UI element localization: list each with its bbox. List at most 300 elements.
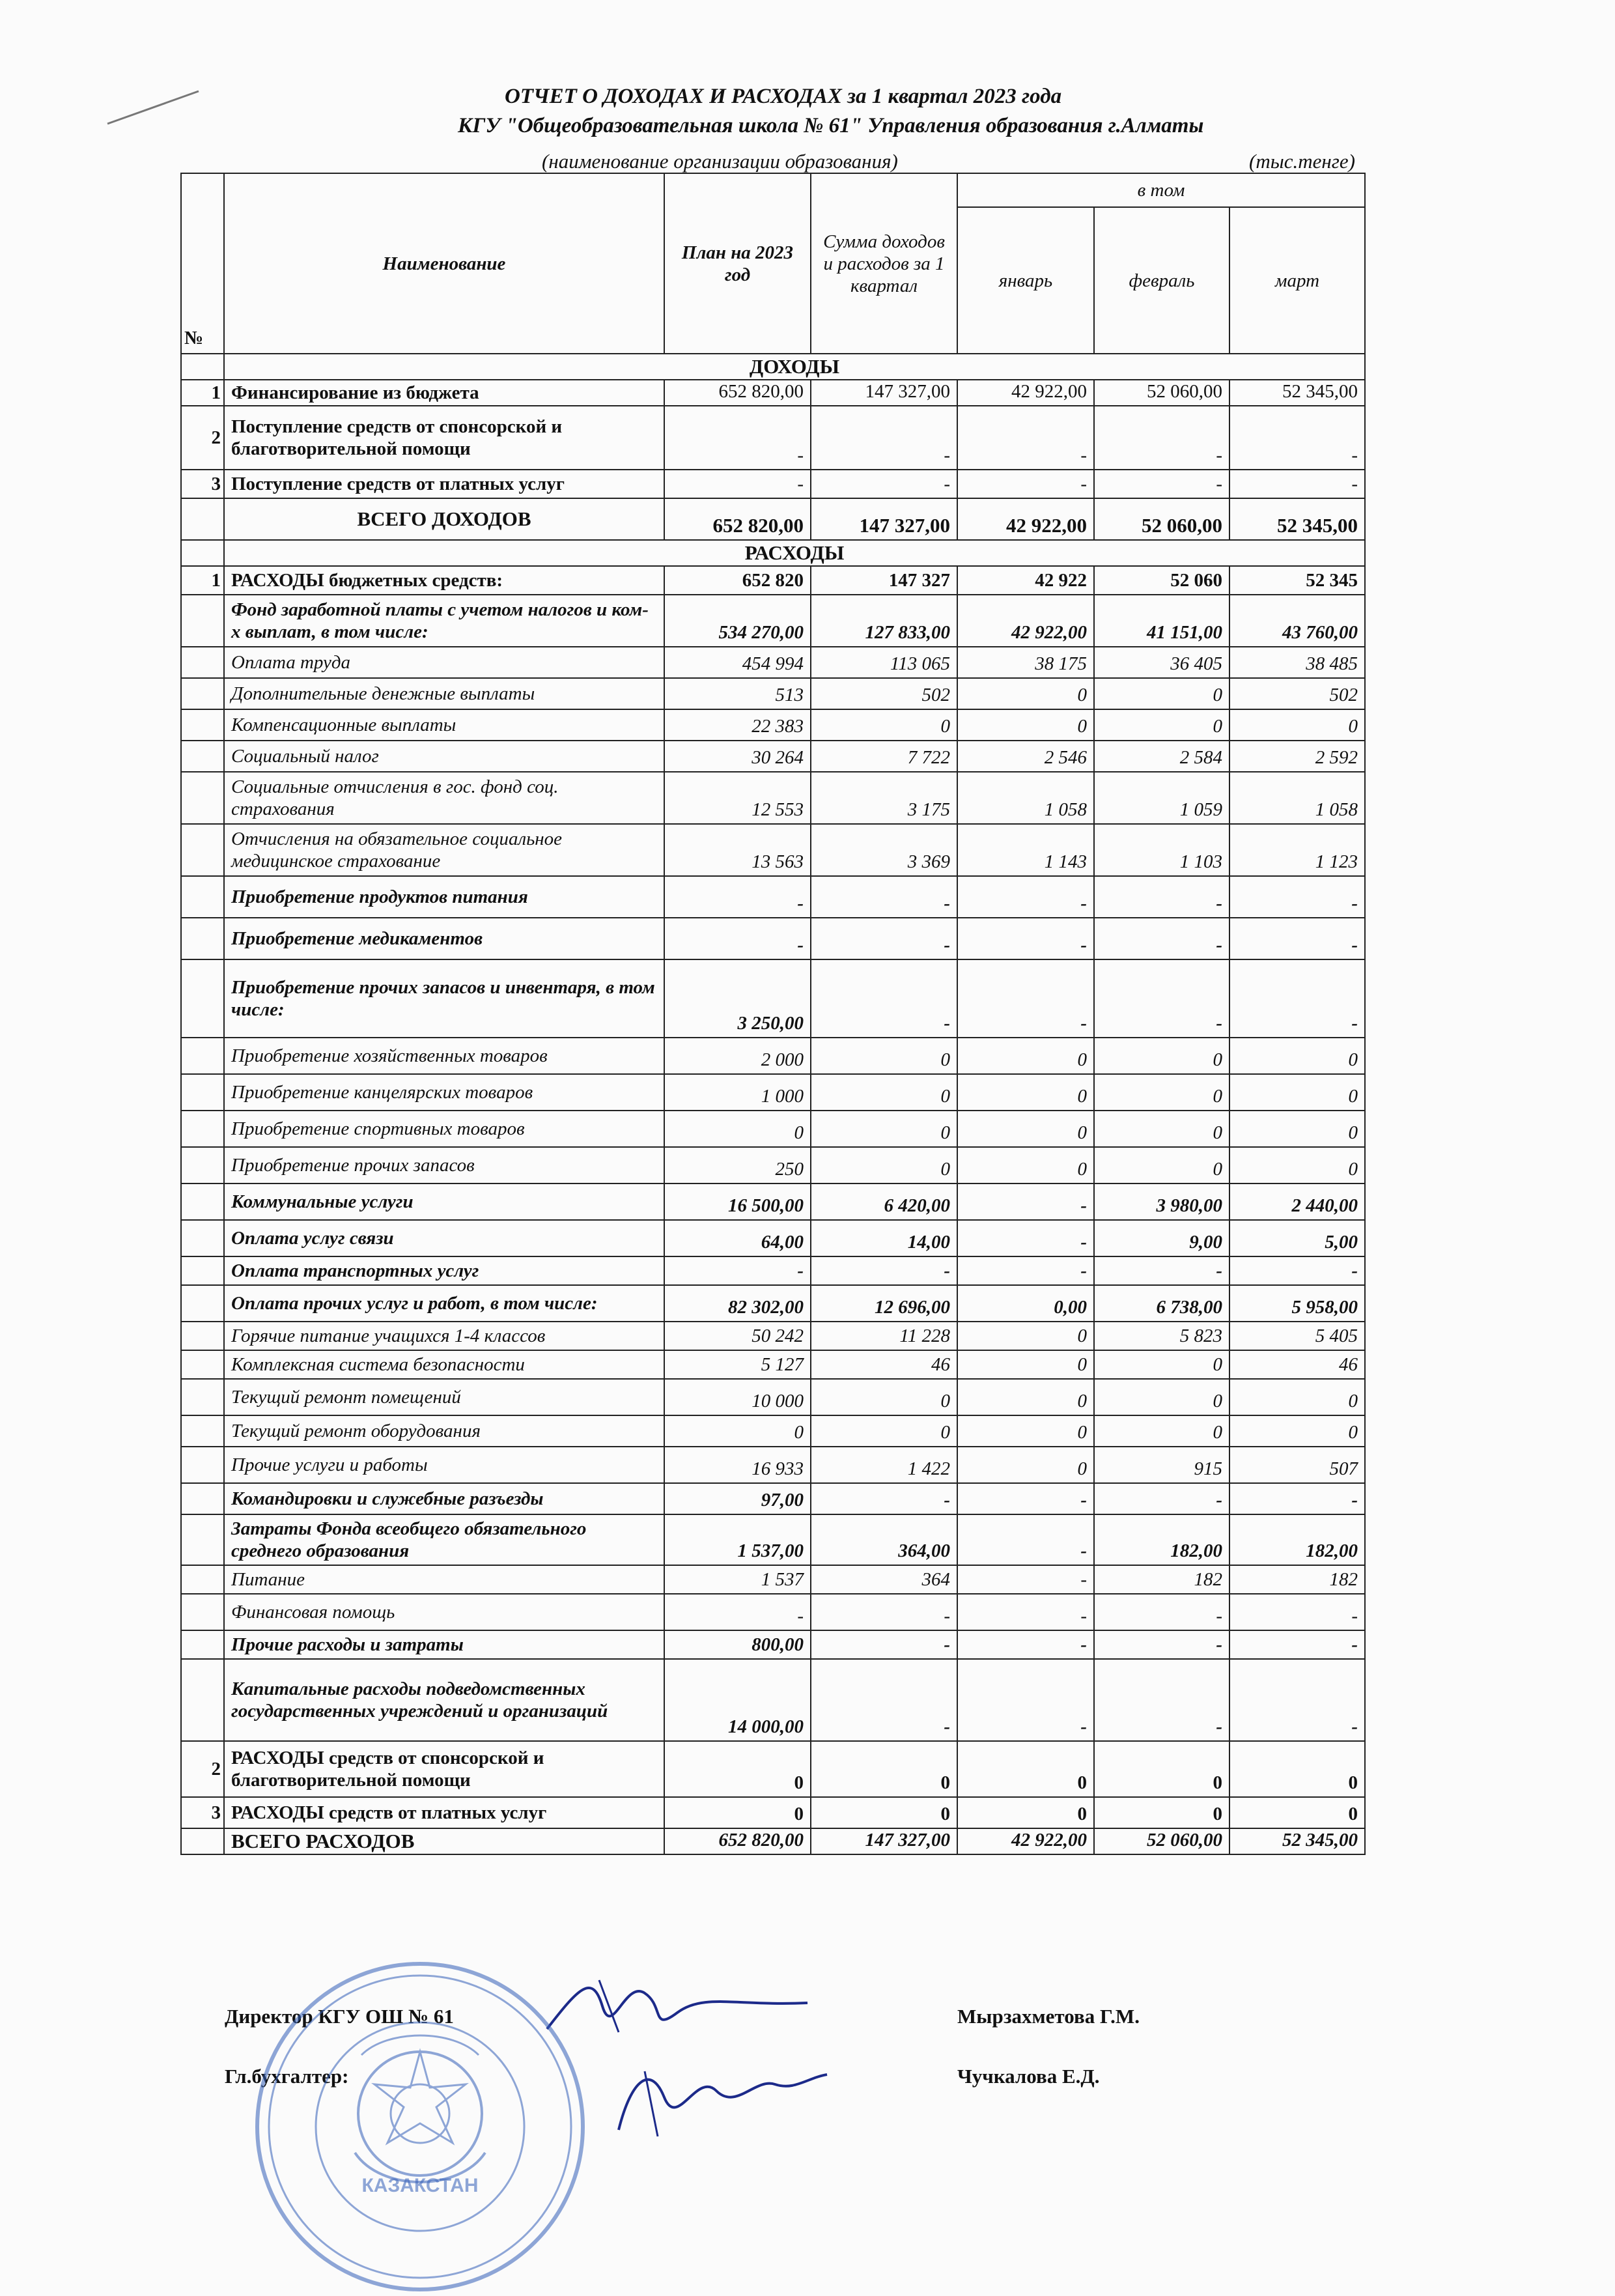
cell-m3: 0 — [1229, 709, 1365, 741]
row-number — [181, 1514, 224, 1565]
cell-m1: 0 — [957, 1741, 1094, 1797]
row-number — [181, 1111, 224, 1147]
cell-plan: 82 302,00 — [664, 1285, 811, 1322]
cell-m2: 0 — [1094, 709, 1229, 741]
table-row — [181, 1594, 1365, 1630]
row-name: Комплексная система безопасности — [224, 1350, 664, 1379]
cell-m1: - — [957, 1183, 1094, 1220]
section-title: ДОХОДЫ — [224, 354, 1365, 380]
cell-m3: 5 958,00 — [1229, 1285, 1365, 1322]
col-january-header: январь — [957, 207, 1094, 354]
table-row — [181, 1447, 1365, 1483]
col-sum-header: Сумма доходов и расходов за 1 квартал — [811, 173, 957, 354]
cell-m1: 42 922 — [957, 566, 1094, 595]
row-number — [181, 1350, 224, 1379]
row-number — [181, 1828, 224, 1854]
table-row — [181, 772, 1365, 824]
cell-plan: 30 264 — [664, 741, 811, 772]
cell-m1: 42 922,00 — [957, 380, 1094, 406]
cell-m2: 1 059 — [1094, 772, 1229, 824]
cell-sum: - — [811, 470, 957, 498]
table-row — [181, 1797, 1365, 1828]
cell-m3: 0 — [1229, 1111, 1365, 1147]
table-row — [181, 647, 1365, 678]
cell-sum: 147 327,00 — [811, 498, 957, 540]
cell-m3: - — [1229, 1659, 1365, 1741]
cell-m3: 1 058 — [1229, 772, 1365, 824]
row-name: Отчисления на обязательное социальное медицинское страхование — [224, 824, 664, 876]
cell-m3: 507 — [1229, 1447, 1365, 1483]
cell-m2: 3 980,00 — [1094, 1183, 1229, 1220]
col-group-header: в том — [957, 173, 1365, 207]
table-row — [181, 1659, 1365, 1741]
row-name: РАСХОДЫ средств от платных услуг — [224, 1797, 664, 1828]
row-number — [181, 1594, 224, 1630]
row-name: Текущий ремонт помещений — [224, 1379, 664, 1415]
cell-m2: 0 — [1094, 1379, 1229, 1415]
table-row — [181, 678, 1365, 709]
cell-m3: 2 592 — [1229, 741, 1365, 772]
cell-m2: 0 — [1094, 1741, 1229, 1797]
cell-sum: 0 — [811, 1147, 957, 1183]
row-name: Социальный налог — [224, 741, 664, 772]
cell-sum: 0 — [811, 1379, 957, 1415]
cell-m2: - — [1094, 1594, 1229, 1630]
income-section-header — [181, 354, 1365, 380]
row-name: РАСХОДЫ средств от спонсорской и благотворительной помощи — [224, 1741, 664, 1797]
cell-m3: 0 — [1229, 1147, 1365, 1183]
cell-plan: 64,00 — [664, 1220, 811, 1256]
row-number — [181, 678, 224, 709]
row-name: РАСХОДЫ бюджетных средств: — [224, 566, 664, 595]
cell-sum: - — [811, 959, 957, 1038]
cell-m1: 1 143 — [957, 824, 1094, 876]
cell-plan: 16 500,00 — [664, 1183, 811, 1220]
cell-sum: 0 — [811, 709, 957, 741]
cell-m2: - — [1094, 1630, 1229, 1659]
cell-sum: 14,00 — [811, 1220, 957, 1256]
cell-m1: - — [957, 1565, 1094, 1594]
organization-caption: (наименование организации образования) — [542, 150, 898, 173]
cell-m3: - — [1229, 470, 1365, 498]
row-number — [181, 876, 224, 918]
row-name: Оплата труда — [224, 647, 664, 678]
col-march-header: март — [1229, 207, 1365, 354]
row-name: Приобретение хозяйственных товаров — [224, 1038, 664, 1074]
income-total-row — [181, 498, 1365, 540]
stamp-center-text: КАЗАКСТАН — [361, 2175, 479, 2196]
row-number: 3 — [181, 470, 224, 498]
table-row — [181, 1256, 1365, 1285]
accountant-signature — [606, 2052, 834, 2143]
cell-plan: 12 553 — [664, 772, 811, 824]
cell-plan: 250 — [664, 1147, 811, 1183]
row-name: Оплата транспортных услуг — [224, 1256, 664, 1285]
row-name: Фонд заработной платы с учетом налогов и ком-х выплат, в том числе: — [224, 595, 664, 647]
cell-m2: - — [1094, 1256, 1229, 1285]
cell-plan: 534 270,00 — [664, 595, 811, 647]
cell-m1: 0 — [957, 1074, 1094, 1111]
expenses-section-header — [181, 540, 1365, 566]
section-title: РАСХОДЫ — [224, 540, 1365, 566]
cell-sum: 1 422 — [811, 1447, 957, 1483]
cell-sum: 147 327,00 — [811, 1828, 957, 1854]
table-row — [181, 709, 1365, 741]
cell-plan: 513 — [664, 678, 811, 709]
cell-m3: 46 — [1229, 1350, 1365, 1379]
cell-m1: - — [957, 1594, 1094, 1630]
table-row — [181, 470, 1365, 498]
cell-plan: 1 000 — [664, 1074, 811, 1111]
cell-m3: - — [1229, 1256, 1365, 1285]
row-name: ВСЕГО РАСХОДОВ — [224, 1828, 664, 1854]
cell-m2: 0 — [1094, 1350, 1229, 1379]
table-header — [181, 173, 1365, 354]
cell-m3: 52 345 — [1229, 566, 1365, 595]
row-name: Питание — [224, 1565, 664, 1594]
row-number: 3 — [181, 1797, 224, 1828]
table-row — [181, 741, 1365, 772]
cell-sum: 364 — [811, 1565, 957, 1594]
cell-m2: - — [1094, 876, 1229, 918]
cell-m2: 0 — [1094, 1111, 1229, 1147]
cell-m2: 2 584 — [1094, 741, 1229, 772]
cell-sum: 6 420,00 — [811, 1183, 957, 1220]
cell-m1: 1 058 — [957, 772, 1094, 824]
row-number — [181, 1147, 224, 1183]
cell-m3: 5 405 — [1229, 1322, 1365, 1350]
row-number — [181, 709, 224, 741]
table-row — [181, 1415, 1365, 1447]
cell-m3: 182,00 — [1229, 1514, 1365, 1565]
row-number — [181, 498, 224, 540]
row-name: Текущий ремонт оборудования — [224, 1415, 664, 1447]
row-name: Приобретение спортивных товаров — [224, 1111, 664, 1147]
cell-sum: 0 — [811, 1111, 957, 1147]
col-name-header: Наименование — [224, 173, 664, 354]
row-name: Приобретение прочих запасов — [224, 1147, 664, 1183]
cell-m3: - — [1229, 1630, 1365, 1659]
accountant-label: Гл.бухгалтер: — [225, 2065, 349, 2088]
cell-plan: - — [664, 406, 811, 470]
row-name: Дополнительные денежные выплаты — [224, 678, 664, 709]
expenses-total-row — [181, 1828, 1365, 1854]
cell-sum: 0 — [811, 1038, 957, 1074]
cell-sum: 502 — [811, 678, 957, 709]
cell-sum: 0 — [811, 1074, 957, 1111]
cell-m3: 0 — [1229, 1415, 1365, 1447]
row-name: Прочие услуги и работы — [224, 1447, 664, 1483]
cell-m3: - — [1229, 918, 1365, 959]
row-name: Приобретение медикаментов — [224, 918, 664, 959]
cell-sum: - — [811, 1483, 957, 1514]
table-row — [181, 1038, 1365, 1074]
cell-m2: 182,00 — [1094, 1514, 1229, 1565]
table-row — [181, 1183, 1365, 1220]
row-number — [181, 1074, 224, 1111]
row-number — [181, 918, 224, 959]
cell-m3: 0 — [1229, 1797, 1365, 1828]
cell-m3: - — [1229, 1483, 1365, 1514]
cell-m1: - — [957, 1514, 1094, 1565]
cell-m1: - — [957, 1483, 1094, 1514]
director-signature — [541, 1967, 814, 2045]
row-number — [181, 1322, 224, 1350]
cell-sum: - — [811, 1594, 957, 1630]
cell-m2: 52 060,00 — [1094, 498, 1229, 540]
row-number — [181, 1565, 224, 1594]
cell-sum: 127 833,00 — [811, 595, 957, 647]
row-number — [181, 1183, 224, 1220]
cell-m1: - — [957, 876, 1094, 918]
table-row — [181, 1322, 1365, 1350]
cell-m2: 6 738,00 — [1094, 1285, 1229, 1322]
row-number: 1 — [181, 566, 224, 595]
row-name: Приобретение канцелярских товаров — [224, 1074, 664, 1111]
cell-m2: 41 151,00 — [1094, 595, 1229, 647]
row-number — [181, 1630, 224, 1659]
cell-plan: 652 820,00 — [664, 1828, 811, 1854]
row-name: Командировки и служебные разъезды — [224, 1483, 664, 1514]
cell-m3: 52 345,00 — [1229, 1828, 1365, 1854]
row-number — [181, 1256, 224, 1285]
cell-m1: - — [957, 470, 1094, 498]
cell-m1: - — [957, 959, 1094, 1038]
cell-m2: 182 — [1094, 1565, 1229, 1594]
cell-sum: 147 327 — [811, 566, 957, 595]
row-number — [181, 1038, 224, 1074]
cell-plan: 3 250,00 — [664, 959, 811, 1038]
row-name: Затраты Фонда всеобщего обязательного среднего образования — [224, 1514, 664, 1565]
pen-stroke-mark — [104, 88, 202, 127]
table-body — [181, 354, 1365, 1854]
cell-sum: 147 327,00 — [811, 380, 957, 406]
cell-m3: 1 123 — [1229, 824, 1365, 876]
col-february-header: февраль — [1094, 207, 1229, 354]
cell-m2: 52 060,00 — [1094, 380, 1229, 406]
cell-plan: 16 933 — [664, 1447, 811, 1483]
table-row — [181, 1630, 1365, 1659]
row-number — [181, 1659, 224, 1741]
cell-plan: 800,00 — [664, 1630, 811, 1659]
cell-sum: 12 696,00 — [811, 1285, 957, 1322]
row-number — [181, 1415, 224, 1447]
cell-sum: 7 722 — [811, 741, 957, 772]
cell-plan: - — [664, 1256, 811, 1285]
cell-sum: 3 369 — [811, 824, 957, 876]
table-row — [181, 595, 1365, 647]
cell-m2: 36 405 — [1094, 647, 1229, 678]
row-name: Приобретение продуктов питания — [224, 876, 664, 918]
cell-sum: 113 065 — [811, 647, 957, 678]
cell-plan: 97,00 — [664, 1483, 811, 1514]
income-expense-table — [180, 173, 1366, 1855]
table-row — [181, 1111, 1365, 1147]
accountant-name: Чучкалова Е.Д. — [957, 2065, 1100, 2088]
director-name: Мырзахметова Г.М. — [957, 2005, 1140, 2028]
table-row — [181, 876, 1365, 918]
cell-m2: 0 — [1094, 1147, 1229, 1183]
table-row — [181, 1565, 1365, 1594]
cell-m1: 0 — [957, 1350, 1094, 1379]
cell-m3: 2 440,00 — [1229, 1183, 1365, 1220]
cell-m3: 5,00 — [1229, 1220, 1365, 1256]
cell-m1: 2 546 — [957, 741, 1094, 772]
row-name: Оплата прочих услуг и работ, в том числе: — [224, 1285, 664, 1322]
cell-m2: 0 — [1094, 678, 1229, 709]
cell-m3: 0 — [1229, 1741, 1365, 1797]
report-title: ОТЧЕТ О ДОХОДАХ И РАСХОДАХ за 1 квартал 2023 года — [505, 85, 1062, 108]
cell-sum: - — [811, 406, 957, 470]
cell-m3: 182 — [1229, 1565, 1365, 1594]
table-row — [181, 1350, 1365, 1379]
cell-m3: 0 — [1229, 1038, 1365, 1074]
cell-m1: - — [957, 1659, 1094, 1741]
table-row — [181, 1220, 1365, 1256]
cell-plan: 10 000 — [664, 1379, 811, 1415]
cell-m3: 43 760,00 — [1229, 595, 1365, 647]
row-name: Финансовая помощь — [224, 1594, 664, 1630]
cell-m3: - — [1229, 876, 1365, 918]
cell-plan: 2 000 — [664, 1038, 811, 1074]
cell-m1: 0 — [957, 1322, 1094, 1350]
row-name: Коммунальные услуги — [224, 1183, 664, 1220]
cell-sum: 3 175 — [811, 772, 957, 824]
cell-sum: 0 — [811, 1797, 957, 1828]
cell-plan: 1 537 — [664, 1565, 811, 1594]
cell-plan: - — [664, 876, 811, 918]
organization-name: КГУ "Общеобразовательная школа № 61" Управления образования г.Алматы — [458, 114, 1204, 137]
cell-sum: - — [811, 918, 957, 959]
cell-m2: 915 — [1094, 1447, 1229, 1483]
row-name: Приобретение прочих запасов и инвентаря, в том числе: — [224, 959, 664, 1038]
cell-m2: 1 103 — [1094, 824, 1229, 876]
row-name: Социальные отчисления в гос. фонд соц. страхования — [224, 772, 664, 824]
cell-m3: 0 — [1229, 1074, 1365, 1111]
row-number — [181, 772, 224, 824]
cell-m2: 52 060,00 — [1094, 1828, 1229, 1854]
cell-m1: 42 922,00 — [957, 1828, 1094, 1854]
row-name: Капитальные расходы подведомственных государственных учреждений и организаций — [224, 1659, 664, 1741]
row-name: Поступление средств от спонсорской и благотворительной помощи — [224, 406, 664, 470]
cell-m2: - — [1094, 959, 1229, 1038]
table-row — [181, 1285, 1365, 1322]
cell-sum: 0 — [811, 1415, 957, 1447]
cell-m1: 0,00 — [957, 1285, 1094, 1322]
cell-m1: 0 — [957, 1111, 1094, 1147]
table-row — [181, 1514, 1365, 1565]
cell-m1: 0 — [957, 1447, 1094, 1483]
row-number — [181, 741, 224, 772]
cell-sum: - — [811, 1630, 957, 1659]
cell-m2: 0 — [1094, 1038, 1229, 1074]
cell-m1: 0 — [957, 1797, 1094, 1828]
row-number — [181, 595, 224, 647]
row-number — [181, 1220, 224, 1256]
cell-m3: 502 — [1229, 678, 1365, 709]
cell-m3: - — [1229, 959, 1365, 1038]
cell-m2: - — [1094, 470, 1229, 498]
table-row — [181, 1741, 1365, 1797]
cell-plan: 5 127 — [664, 1350, 811, 1379]
cell-plan: 652 820 — [664, 566, 811, 595]
table-row — [181, 1379, 1365, 1415]
row-name: Поступление средств от платных услуг — [224, 470, 664, 498]
cell-m1: 0 — [957, 678, 1094, 709]
cell-m3: - — [1229, 1594, 1365, 1630]
col-no-header: № — [181, 173, 224, 354]
row-name: Прочие расходы и затраты — [224, 1630, 664, 1659]
cell-m2: 0 — [1094, 1797, 1229, 1828]
director-label: Директор КГУ ОШ № 61 — [225, 2005, 454, 2028]
cell-m2: - — [1094, 918, 1229, 959]
cell-plan: 0 — [664, 1741, 811, 1797]
row-number — [181, 1483, 224, 1514]
cell-plan: 652 820,00 — [664, 498, 811, 540]
cell-sum: - — [811, 1659, 957, 1741]
cell-plan: 14 000,00 — [664, 1659, 811, 1741]
cell-plan: 13 563 — [664, 824, 811, 876]
cell-sum: 46 — [811, 1350, 957, 1379]
row-number: 2 — [181, 406, 224, 470]
cell-m1: 0 — [957, 1379, 1094, 1415]
table-row — [181, 566, 1365, 595]
cell-m1: 42 922,00 — [957, 498, 1094, 540]
row-name: Финансирование из бюджета — [224, 380, 664, 406]
table-row — [181, 1483, 1365, 1514]
row-number: 2 — [181, 1741, 224, 1797]
cell-m3: 52 345,00 — [1229, 498, 1365, 540]
row-name: Оплата услуг связи — [224, 1220, 664, 1256]
table-row — [181, 1147, 1365, 1183]
cell-m1: - — [957, 406, 1094, 470]
cell-m3: - — [1229, 406, 1365, 470]
cell-plan: 50 242 — [664, 1322, 811, 1350]
cell-m3: 38 485 — [1229, 647, 1365, 678]
table-row — [181, 1074, 1365, 1111]
cell-m1: - — [957, 1256, 1094, 1285]
row-number: 1 — [181, 380, 224, 406]
cell-plan: 0 — [664, 1415, 811, 1447]
table-row — [181, 824, 1365, 876]
cell-m2: - — [1094, 1659, 1229, 1741]
row-number — [181, 824, 224, 876]
row-number — [181, 959, 224, 1038]
cell-m1: 38 175 — [957, 647, 1094, 678]
cell-plan: - — [664, 1594, 811, 1630]
row-name: ВСЕГО ДОХОДОВ — [224, 498, 664, 540]
cell-m1: - — [957, 918, 1094, 959]
table-row — [181, 959, 1365, 1038]
units-label: (тыс.тенге) — [1249, 150, 1355, 173]
cell-m1: 0 — [957, 709, 1094, 741]
cell-sum: 11 228 — [811, 1322, 957, 1350]
row-name: Компенсационные выплаты — [224, 709, 664, 741]
cell-m2: 5 823 — [1094, 1322, 1229, 1350]
cell-m1: 0 — [957, 1415, 1094, 1447]
cell-m3: 0 — [1229, 1379, 1365, 1415]
cell-m2: 0 — [1094, 1074, 1229, 1111]
cell-plan: 454 994 — [664, 647, 811, 678]
cell-m3: 52 345,00 — [1229, 380, 1365, 406]
cell-sum: - — [811, 1256, 957, 1285]
table-row — [181, 406, 1365, 470]
cell-plan: - — [664, 470, 811, 498]
cell-plan: 652 820,00 — [664, 380, 811, 406]
row-name: Горячие питание учащихся 1-4 классов — [224, 1322, 664, 1350]
cell-m2: 9,00 — [1094, 1220, 1229, 1256]
cell-m2: - — [1094, 1483, 1229, 1514]
